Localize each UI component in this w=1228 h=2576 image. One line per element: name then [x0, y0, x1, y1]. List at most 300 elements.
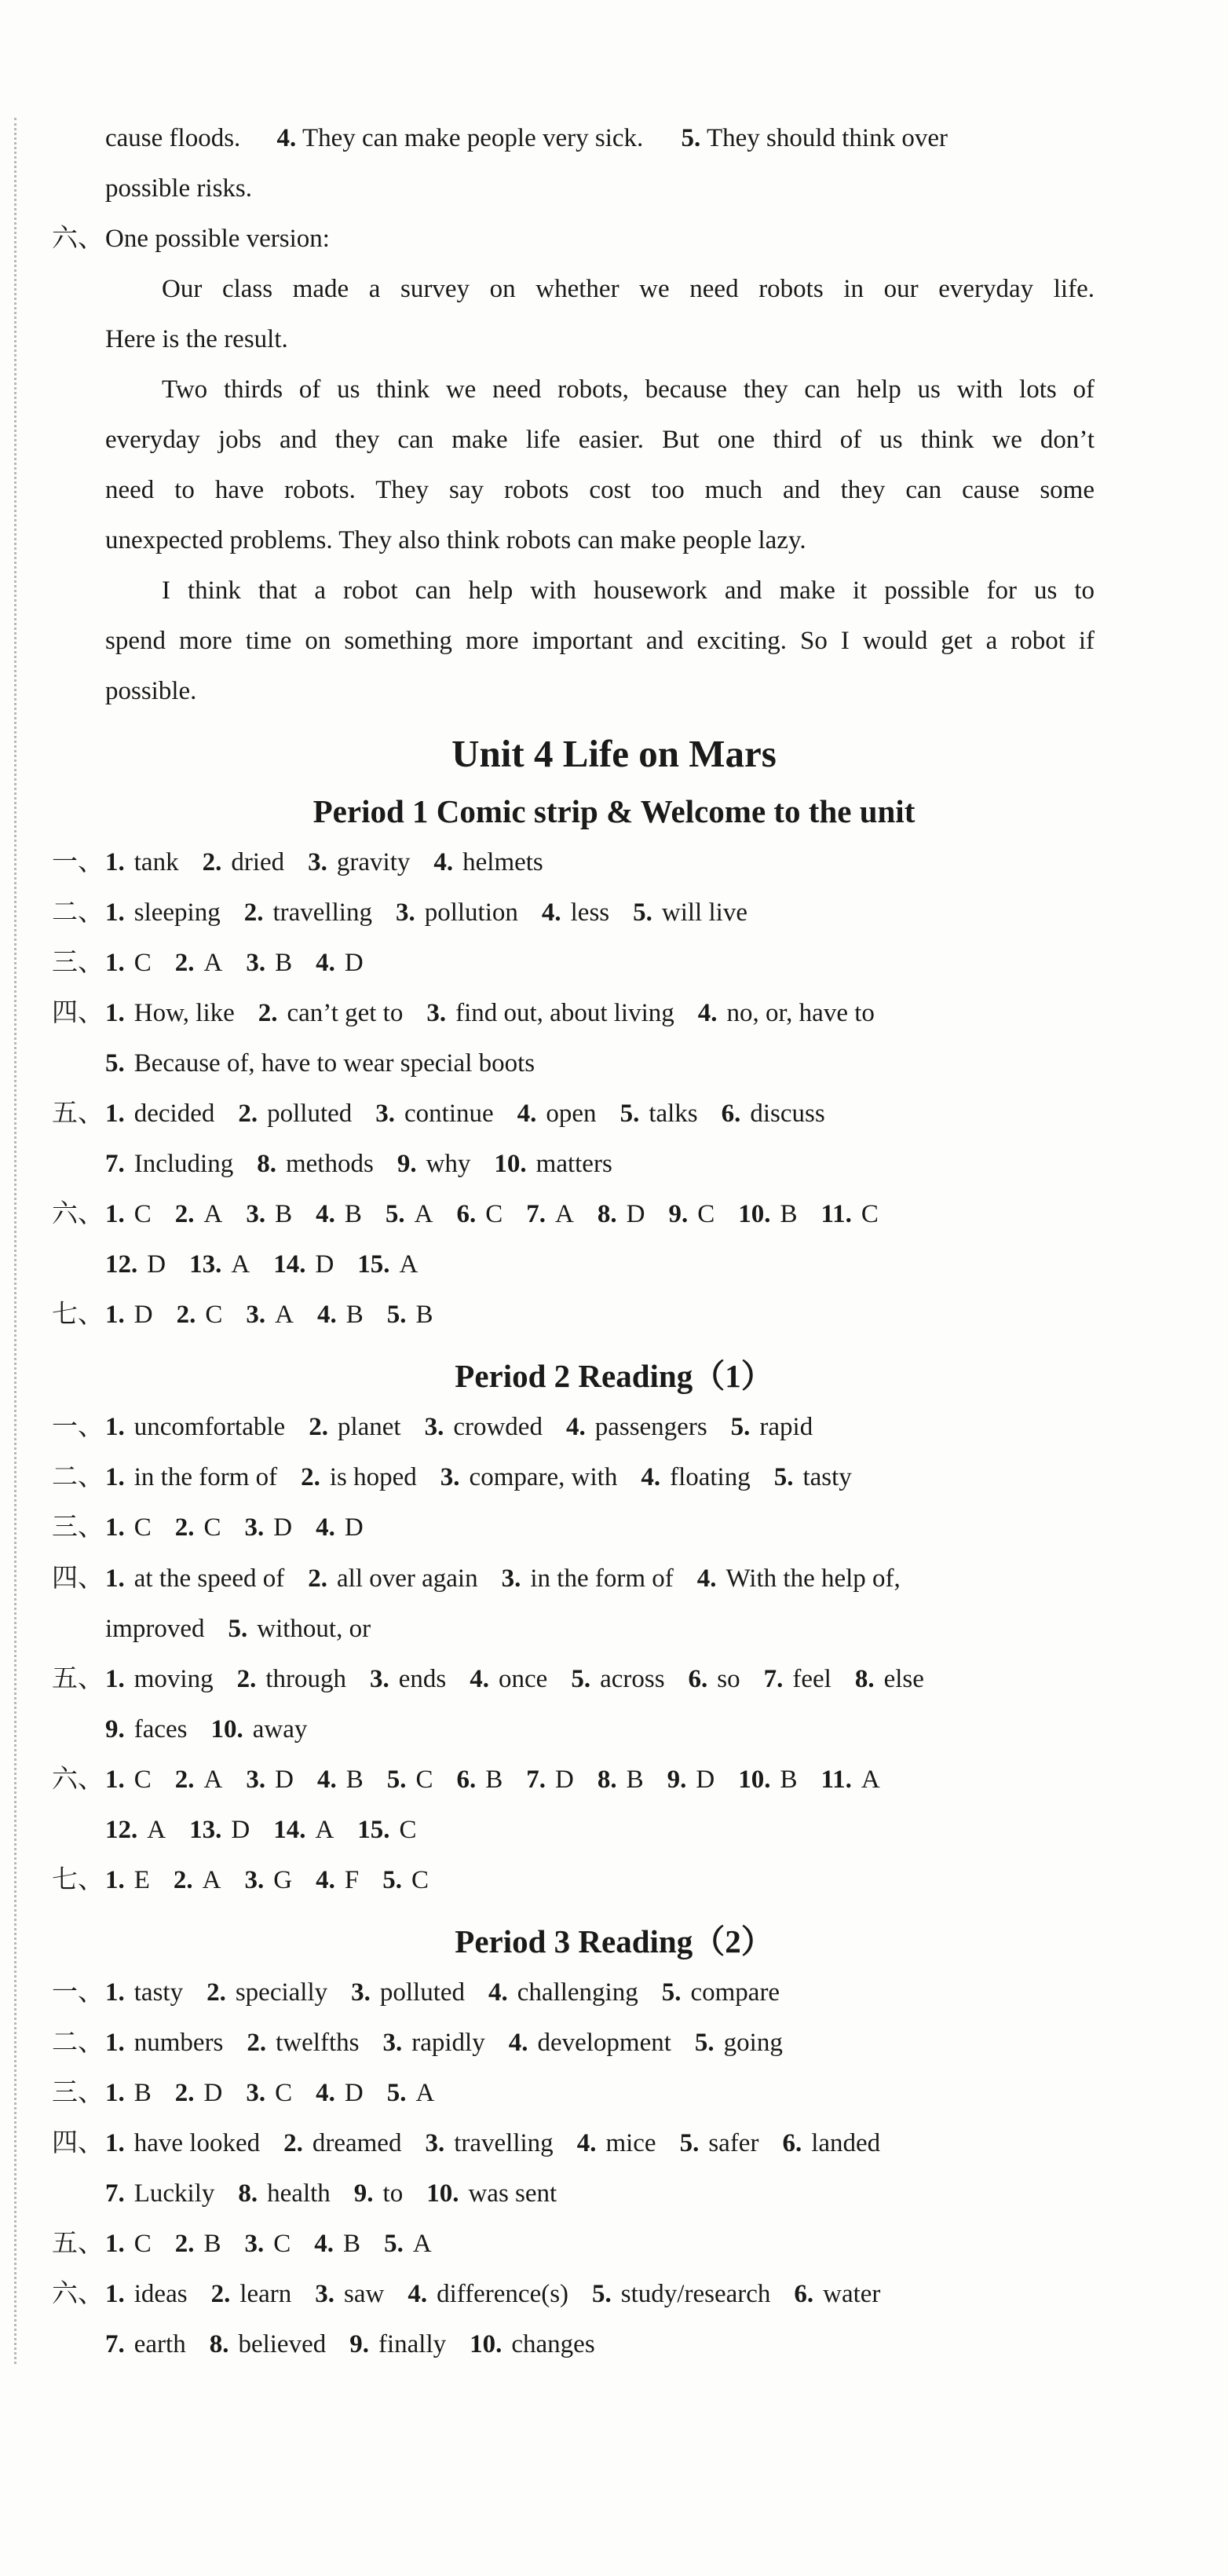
answer-text: A [147, 1816, 166, 1844]
answer-item [105, 1510, 152, 1545]
answer-item [470, 1662, 547, 1696]
answer-row [105, 2277, 1095, 2311]
answer-text: C [133, 949, 152, 977]
answer-number: 2. [309, 1413, 328, 1441]
answer-number: 4. [408, 2280, 428, 2308]
answer-item [592, 2277, 770, 2311]
essay-paragraph-line: I think that a robot can help with housework and make it possible for us to [162, 576, 1095, 605]
answer-text: B [626, 1766, 644, 1794]
answer-number: 10. [210, 1715, 243, 1744]
section-marker: 二、 [52, 2029, 104, 2057]
answer-number: 12. [105, 1816, 138, 1844]
answer-text: floating [670, 1463, 751, 1491]
answer-item [105, 946, 152, 980]
answer-text: twelfths [276, 2029, 360, 2057]
answer-number: 4. [316, 1301, 337, 1329]
answer-item [244, 895, 372, 930]
answer-number: 4. [316, 1200, 335, 1228]
answer-number: 1. [105, 2029, 125, 2057]
answer-item [105, 1046, 535, 1081]
answer-number: 1. [105, 1100, 125, 1128]
answer-item [105, 845, 179, 880]
answer-item [316, 1510, 364, 1545]
answer-text: A [203, 1766, 223, 1794]
answer-text: landed [811, 2129, 881, 2157]
answer-number: 9. [353, 2179, 374, 2208]
answer-item [273, 1247, 334, 1282]
answer-item [542, 895, 609, 930]
answer-row [105, 895, 1095, 930]
answer-number: 1. [105, 1200, 125, 1228]
answer-text: D [344, 949, 364, 977]
answer-number: 14. [273, 1250, 306, 1279]
answer-number: 4. [517, 1100, 537, 1128]
answer-number: 2. [174, 1200, 195, 1228]
answer-text: methods [285, 1150, 374, 1178]
answer-number: 5. [382, 1866, 402, 1894]
answer-number: 8. [238, 2179, 258, 2208]
answer-item [238, 2176, 330, 2211]
answer-text: How, like [133, 999, 235, 1027]
answer-text: once [499, 1665, 548, 1693]
answer-item [526, 1197, 574, 1231]
answer-item [246, 1297, 294, 1332]
answer-number: 10. [494, 1150, 527, 1178]
answer-number: 3. [426, 999, 447, 1027]
answer-number: 2. [206, 1978, 226, 2007]
essay-paragraph-line: unexpected problems. They also think robots can make people lazy. [105, 526, 806, 554]
answer-number: 7. [105, 2330, 125, 2358]
answer-text: A [414, 1200, 433, 1228]
answer-text: no, or, have to [726, 999, 875, 1027]
answer-item [440, 1460, 618, 1495]
answer-item [357, 1813, 416, 1847]
answer-item [175, 1197, 223, 1231]
answer-number: 10. [426, 2179, 459, 2208]
answer-text: finally [378, 2330, 447, 2358]
answer-number: 3. [244, 1513, 265, 1542]
answer-item [189, 1813, 250, 1847]
section-marker: 一、 [52, 1413, 104, 1441]
answer-number: 4. [433, 848, 454, 876]
answer-item [488, 1975, 638, 2010]
answer-item [175, 1762, 223, 1797]
answer-row [105, 996, 1095, 1030]
answer-item [633, 895, 747, 930]
essay-paragraph-line: possible. [105, 677, 197, 705]
answer-item [308, 845, 410, 880]
answer-text: rapidly [411, 2029, 485, 2057]
answer-number: 4. [541, 898, 561, 927]
answer-number: 8. [209, 2330, 229, 2358]
answer-text: C [133, 1200, 152, 1228]
answer-number: 4. [316, 1766, 337, 1794]
answer-number: 5. [633, 898, 652, 927]
answer-item [351, 1975, 465, 2010]
answer-text: through [265, 1665, 347, 1693]
answer-item [105, 1662, 214, 1696]
answer-number: 2. [301, 1463, 320, 1491]
answer-number: 12. [105, 1250, 138, 1279]
section-marker: 三、 [52, 2079, 104, 2107]
essay-line-1: cause floods. 4. They can make people very sick. 5. They should think over [105, 124, 948, 152]
answer-number: 5. [385, 1200, 405, 1228]
answer-number: 10. [738, 1200, 771, 1228]
answer-text: D [275, 1766, 294, 1794]
answer-item [105, 1863, 150, 1897]
answer-row [105, 2176, 1095, 2211]
answer-number: 5. [228, 1615, 248, 1643]
section-marker: 一、 [52, 1978, 104, 2007]
answer-text: tasty [133, 1978, 184, 2007]
answer-item [408, 2277, 568, 2311]
answer-text: D [344, 1513, 364, 1542]
answer-item [426, 2176, 557, 2211]
answer-item [301, 1460, 417, 1495]
answer-row [105, 1813, 1095, 1847]
answer-text: B [344, 1200, 362, 1228]
answer-number: 3. [370, 1665, 389, 1693]
period-title: Period 1 Comic strip & Welcome to the unit [312, 793, 916, 829]
answer-number: 1. [105, 2129, 125, 2157]
answer-number: 5. [694, 2029, 715, 2057]
answer-number: 13. [189, 1816, 222, 1844]
essay-paragraph-line: Here is the result. [105, 325, 288, 353]
answer-item [349, 2327, 446, 2362]
answer-text: compare, with [469, 1463, 618, 1491]
answer-item [206, 1975, 327, 2010]
answer-text: specially [235, 1978, 328, 2007]
answer-text: B [203, 2230, 221, 2258]
answer-text: Including [133, 1150, 234, 1178]
answer-text: so [717, 1665, 740, 1693]
answer-item [794, 2277, 880, 2311]
answer-number: 6. [782, 2129, 802, 2157]
answer-number: 3. [395, 898, 415, 927]
answer-item [386, 1197, 433, 1231]
answer-number: 1. [105, 1301, 125, 1329]
answer-row [105, 845, 1095, 880]
answer-item [697, 1561, 901, 1596]
answer-number: 9. [397, 1150, 417, 1178]
answer-number: 15. [357, 1250, 390, 1279]
answer-number: 4. [697, 999, 718, 1027]
answer-item [494, 1147, 612, 1181]
answer-item [174, 1863, 221, 1897]
answer-item [189, 1247, 250, 1282]
answer-text: tank [133, 848, 179, 876]
answer-item [316, 946, 364, 980]
answer-number: 3. [246, 1766, 266, 1794]
answer-number: 3. [244, 1866, 265, 1894]
answer-item [695, 2025, 783, 2060]
answer-number: 7. [763, 1665, 784, 1693]
answer-row [105, 2327, 1095, 2362]
answer-item [246, 946, 292, 980]
answer-number: 1. [105, 2230, 125, 2258]
answer-text: C [485, 1200, 503, 1228]
answer-item [105, 1762, 152, 1797]
answer-row [105, 1046, 1095, 1081]
answer-row [105, 1975, 1095, 2010]
answer-item [237, 1662, 346, 1696]
answer-item [211, 2277, 292, 2311]
answer-number: 3. [440, 1463, 460, 1491]
answer-item [258, 996, 404, 1030]
answer-item [382, 2025, 484, 2060]
answer-number: 9. [667, 1766, 687, 1794]
answer-number: 1. [105, 1766, 125, 1794]
answer-number: 2. [308, 1564, 328, 1593]
answer-item [667, 1762, 715, 1797]
answer-row [105, 1096, 1095, 1131]
answer-number: 4. [314, 2230, 334, 2258]
answer-number: 2. [238, 1100, 258, 1128]
answer-number: 5. [386, 1301, 407, 1329]
binding-margin-dotted-line [14, 118, 16, 2364]
answer-item [566, 1410, 707, 1444]
answer-text: rapid [759, 1413, 813, 1441]
answer-text: tasty [802, 1463, 852, 1491]
answer-number: 3. [315, 2280, 335, 2308]
answer-item [722, 1096, 825, 1131]
answer-text: B [780, 1200, 798, 1228]
answer-text: C [411, 1866, 429, 1894]
answer-item [731, 1410, 813, 1444]
answer-item [315, 2277, 384, 2311]
answer-item [517, 1096, 597, 1131]
answer-number: 5. [661, 1978, 682, 2007]
answer-number: 1. [105, 1866, 125, 1894]
answer-text: A [555, 1200, 574, 1228]
answer-number: 4. [316, 1866, 335, 1894]
answer-text: D [344, 2079, 364, 2107]
answer-number: 1. [105, 2079, 125, 2107]
answer-number: 1. [105, 1564, 125, 1593]
answer-item [105, 1612, 204, 1646]
answer-text: believed [238, 2330, 327, 2358]
answer-text: travelling [272, 898, 372, 927]
answer-number: 14. [273, 1816, 306, 1844]
answer-number: 2. [174, 1513, 195, 1542]
answer-text: challenging [517, 1978, 638, 2007]
answer-number: 2. [258, 999, 278, 1027]
answer-text: A [203, 949, 223, 977]
answer-item [175, 2076, 223, 2110]
answer-text: A [415, 2079, 435, 2107]
answer-item [211, 1712, 308, 1747]
answer-item [387, 1297, 433, 1332]
answer-text: D [626, 1200, 645, 1228]
answer-item [738, 1197, 797, 1231]
answer-text: D [273, 1513, 293, 1542]
answer-text: C [275, 2079, 293, 2107]
answer-number: 2. [173, 1866, 193, 1894]
answer-text: C [205, 1301, 223, 1329]
answer-number: 9. [668, 1200, 689, 1228]
answer-number: 7. [526, 1200, 546, 1228]
answer-text: ends [398, 1665, 447, 1693]
answer-item [317, 1762, 364, 1797]
essay-paragraph-line: spend more time on something more important and exciting. So I would get a robot if [105, 627, 1095, 655]
answer-item [316, 1863, 359, 1897]
answer-text: why [426, 1150, 471, 1178]
answer-item [105, 996, 235, 1030]
answer-item [855, 1662, 924, 1696]
answer-item [228, 1612, 371, 1646]
answer-number: 3. [246, 1200, 266, 1228]
answer-item [396, 895, 518, 930]
answer-number: 2. [243, 898, 264, 927]
answer-item [317, 1297, 364, 1332]
answer-item [246, 2076, 292, 2110]
answer-number: 2. [174, 1766, 195, 1794]
period-title: Period 3 Reading（2） [455, 1923, 773, 1959]
answer-number: 3. [351, 1978, 371, 2007]
answer-number: 3. [375, 1100, 396, 1128]
answer-text: in the form of [133, 1463, 278, 1491]
answer-text: less [570, 898, 610, 927]
answer-row [105, 1662, 1095, 1696]
answer-item [245, 2227, 291, 2261]
answer-text: C [415, 1766, 433, 1794]
answer-number: 6. [688, 1665, 708, 1693]
answer-text: G [273, 1866, 293, 1894]
essay-paragraph-line: need to have robots. They say robots cost too much and they can cause some [105, 476, 1095, 504]
answer-text: away [252, 1715, 308, 1744]
answer-number: 2. [236, 1665, 257, 1693]
answer-row [105, 1510, 1095, 1545]
answer-text: C [273, 2230, 291, 2258]
answer-item [105, 2126, 260, 2161]
answer-item [698, 996, 875, 1030]
answer-item [105, 1297, 153, 1332]
answer-number: 4. [641, 1463, 661, 1491]
answer-item [425, 1410, 543, 1444]
answer-number: 2. [174, 2230, 195, 2258]
answer-text: was sent [468, 2179, 557, 2208]
answer-text: across [600, 1665, 665, 1693]
essay-paragraph-line: everyday jobs and they can make life easier. But one third of us think we don’t [105, 426, 1095, 454]
answer-item [246, 1762, 294, 1797]
answer-number: 3. [308, 848, 327, 876]
answer-number: 11. [820, 1200, 852, 1228]
answer-text: A [231, 1250, 250, 1279]
answer-number: 4. [508, 2029, 528, 2057]
answer-number: 8. [597, 1200, 617, 1228]
answer-number: 7. [105, 2179, 125, 2208]
answer-item [426, 996, 674, 1030]
essay-version-label: One possible version: [105, 225, 330, 253]
answer-item [662, 1975, 780, 2010]
answer-text: open [546, 1100, 597, 1128]
essay-paragraph-line: Our class made a survey on whether we need robots in our everyday life. [162, 275, 1095, 303]
answer-row [105, 2025, 1095, 2060]
answer-item [105, 1197, 152, 1231]
answer-number: 4. [316, 1513, 335, 1542]
answer-text: Because of, have to wear special boots [133, 1049, 535, 1078]
section-marker: 五、 [52, 2230, 104, 2258]
answer-text: A [203, 1200, 223, 1228]
answer-row [105, 946, 1095, 980]
answer-number: 4. [470, 1665, 490, 1693]
answer-number: 8. [257, 1150, 276, 1178]
answer-text: F [344, 1866, 360, 1894]
answer-item [105, 2025, 223, 2060]
answer-number: 8. [597, 1766, 617, 1794]
answer-number: 1. [105, 1463, 125, 1491]
answer-number: 5. [386, 1766, 407, 1794]
answer-item [309, 1410, 400, 1444]
answer-item [354, 2176, 403, 2211]
answer-item [210, 2327, 327, 2362]
answer-text: feel [792, 1665, 831, 1693]
answer-item [105, 1147, 233, 1181]
section-marker: 二、 [52, 898, 104, 927]
answer-text: at the speed of [133, 1564, 285, 1593]
answer-text: water [823, 2280, 881, 2308]
answer-text: continue [404, 1100, 494, 1128]
answer-number: 3. [425, 2129, 445, 2157]
answer-row [105, 1460, 1095, 1495]
answer-item [203, 845, 285, 880]
answer-number: 6. [456, 1766, 477, 1794]
answer-number: 1. [105, 1513, 125, 1542]
answer-text: D [231, 1816, 250, 1844]
answer-item [456, 1762, 503, 1797]
answer-item [283, 2126, 401, 2161]
answer-item [316, 1197, 362, 1231]
answer-item [175, 946, 223, 980]
answer-number: 4. [565, 1413, 586, 1441]
answer-text: gravity [336, 848, 411, 876]
section-marker: 七、 [52, 1301, 104, 1329]
section-marker: 七、 [52, 1866, 104, 1894]
answer-number: 3. [382, 2029, 403, 2057]
answer-row [105, 1147, 1095, 1181]
answer-text: decided [133, 1100, 215, 1128]
answer-item [245, 1863, 293, 1897]
answer-text: B [780, 1766, 798, 1794]
section-marker: 六、 [52, 1766, 104, 1794]
answer-number: 5. [619, 1100, 640, 1128]
answer-item [571, 1662, 664, 1696]
answer-text: D [203, 2079, 223, 2107]
answer-text: C [133, 1513, 152, 1542]
answer-item [105, 1460, 277, 1495]
answer-number: 2. [202, 848, 222, 876]
answer-text: safer [708, 2129, 759, 2157]
essay-paragraph-line: Two thirds of us think we need robots, because they can help us with lots of [162, 375, 1095, 404]
answer-number: 2. [247, 2029, 267, 2057]
answer-item [175, 2227, 221, 2261]
answer-text: difference(s) [437, 2280, 569, 2308]
answer-text: C [861, 1200, 879, 1228]
answer-row [105, 1247, 1095, 1282]
answer-item [357, 1247, 418, 1282]
section-marker: 五、 [52, 1665, 104, 1693]
answer-text: mice [605, 2129, 656, 2157]
answer-item [668, 1197, 715, 1231]
answer-item [526, 1762, 574, 1797]
answer-item [598, 1762, 644, 1797]
answer-item [105, 2076, 152, 2110]
answer-number: 2. [210, 2280, 231, 2308]
answer-item [105, 895, 221, 930]
answer-text: compare [690, 1978, 780, 2007]
answer-number: 1. [105, 949, 125, 977]
answer-item [470, 2327, 595, 2362]
